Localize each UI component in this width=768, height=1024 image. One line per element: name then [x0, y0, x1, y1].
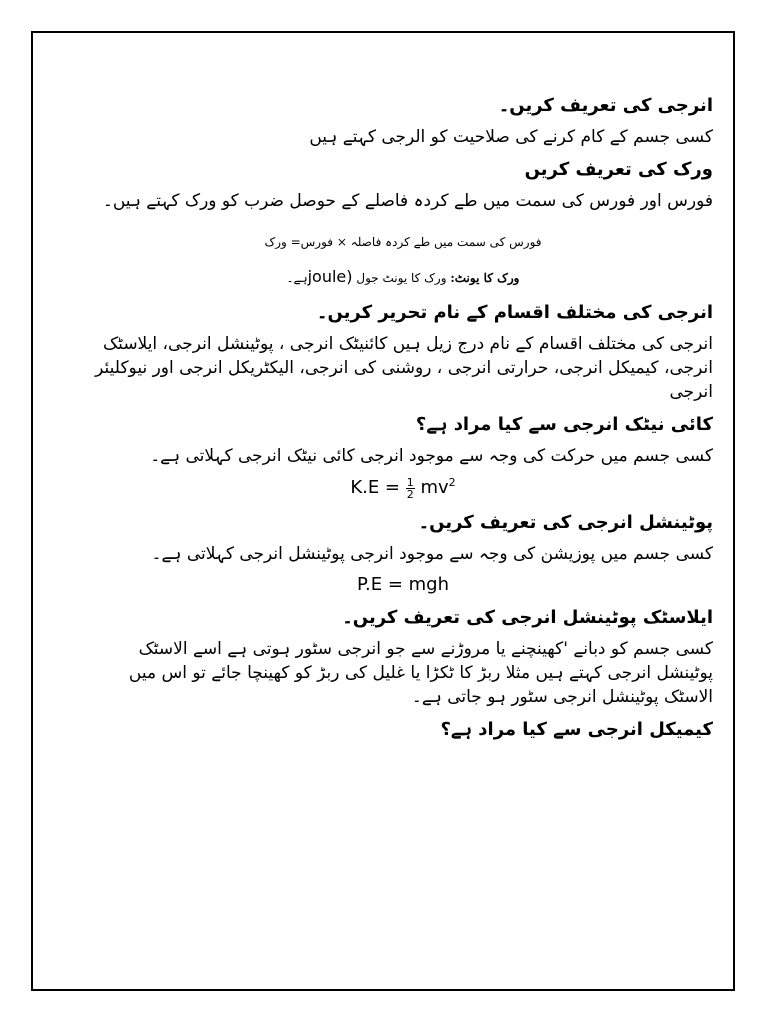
work-unit-line: [93, 267, 713, 286]
elastic-energy-heading: ایلاسٹک پوٹینشل انرجی کی تعریف کریں۔: [342, 606, 713, 628]
potential-energy-text: کسی جسم میں پوزیشن کی وجہ سے موجود انرجی پوٹینشل انرجی کہلاتی ہے۔: [151, 543, 713, 564]
ke-exponent: 2: [448, 476, 456, 489]
work-unit-end: ہے۔: [286, 271, 308, 285]
energy-types-text: انرجی کی مختلف اقسام کے نام درج زیل ہیں کائنیٹک انرجی ، پوٹینشل انرجی، ایلاسٹک انرجی، کیمیکل انرجی، حرارتی انرجی ، روشنی کی انرجی، الیکٹریکل انرجی اور نیوکلیئر انرجی: [95, 334, 713, 402]
document-page: [31, 31, 735, 991]
potential-energy-heading: پوٹینشل انرجی کی تعریف کریں۔: [418, 511, 713, 533]
energy-definition-text: کسی جسم کے کام کرنے کی صلاحیت کو الرجی کہتے ہیں: [309, 127, 713, 147]
ke-fraction: [406, 477, 415, 500]
energy-definition-heading: انرجی کی تعریف کریں۔: [498, 95, 713, 116]
kinetic-energy-formula: [93, 476, 713, 500]
chemical-energy-heading: کیمیکل انرجی سے کیا مراد ہے؟: [440, 718, 713, 740]
energy-types-heading: انرجی کی مختلف اقسام کے نام تحریر کریں۔: [316, 302, 713, 323]
work-formula: فورس کی سمت میں طے کردہ فاصلہ × فورس= ورک: [264, 235, 542, 249]
work-unit-label: ورک کا یونٹ:: [450, 271, 520, 285]
kinetic-energy-heading: کائی نیٹک انرجی سے کیا مراد ہے؟: [415, 414, 713, 435]
ke-denominator: 2: [406, 487, 414, 501]
document-content: [93, 93, 713, 749]
kinetic-energy-text: کسی جسم میں حرکت کی وجہ سے موجود انرجی کائی نیٹک انرجی کہلاتی ہے۔: [150, 446, 713, 466]
work-definition-text: فورس اور فورس کی سمت میں طے کردہ فاصلے کے حوصل ضرب کو ورک کہتے ہیں۔: [102, 191, 713, 211]
work-unit-text: ورک کا یونٹ جول: [356, 271, 447, 285]
work-definition-heading: ورک کی تعریف کریں: [524, 159, 713, 180]
work-unit-joule: (joule: [307, 267, 353, 286]
elastic-energy-text: کسی جسم کو دبانے 'کھینچنے یا مروڑنے سے جو انرجی سٹور ہوتی ہے اسے الاسٹک پوٹینشل انرجی کہتے ہیں مثلا ربڑ کا ٹکڑا یا غلیل کی ربڑ کو کھینچا جائے تو اس میں الاسٹک پوٹینشل انرجی سٹور ہو جاتی ہے۔: [128, 638, 713, 707]
ke-rhs: mv: [414, 477, 449, 498]
ke-numerator: 1: [406, 475, 414, 489]
potential-energy-formula: P.E = mgh: [356, 573, 450, 595]
ke-lhs: K.E =: [350, 477, 406, 498]
